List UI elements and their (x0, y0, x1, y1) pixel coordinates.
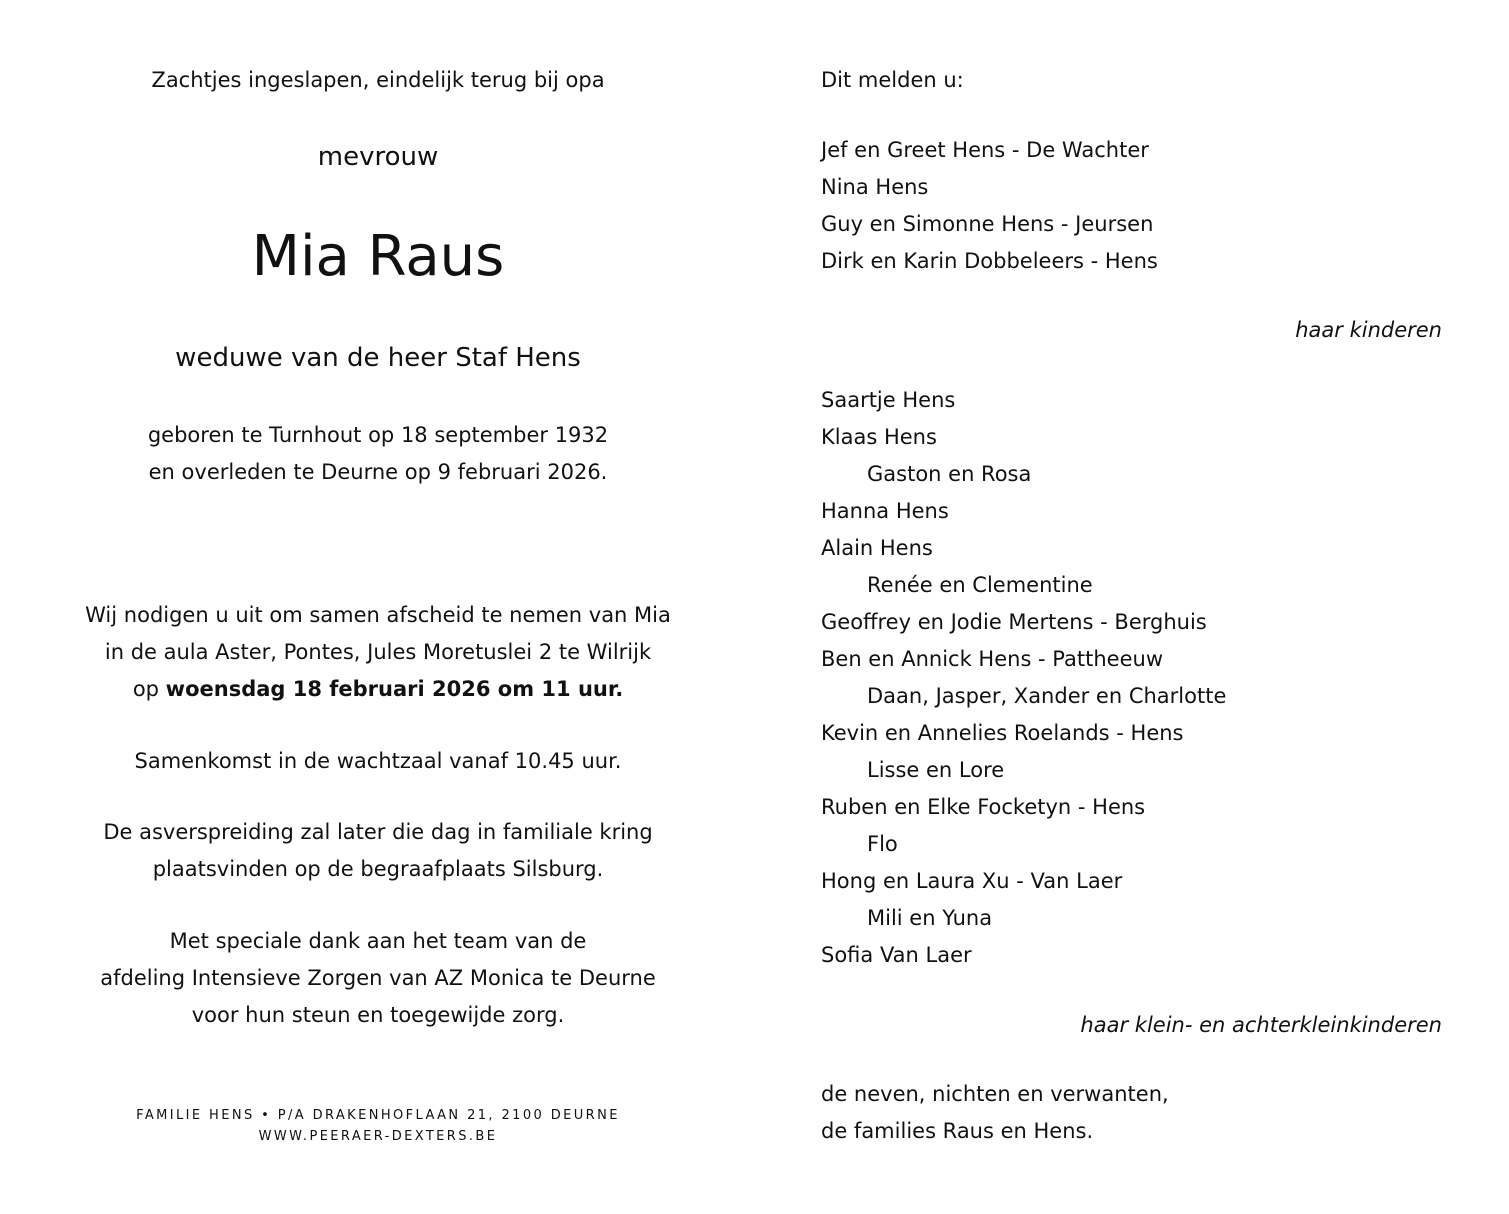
thanks-line-2: afdeling Intensieve Zorgen van AZ Monica te Deurne (100, 966, 656, 990)
list-item: Saartje Hens (821, 388, 956, 412)
footer-address: FAMILIE HENS • P/A DRAKENHOFLAAN 21, 2100 DEURNE (136, 1108, 620, 1123)
relatives-line: de neven, nichten en verwanten, (821, 1082, 1169, 1106)
list-item: Hong en Laura Xu - Van Laer (821, 869, 1123, 893)
ceremony-date: woensdag 18 februari 2026 om 11 uur. (165, 677, 624, 701)
invite-line-1: Wij nodigen u uit om samen afscheid te nemen van Mia (85, 603, 671, 627)
list-item: Flo (867, 832, 898, 856)
invite-line-2: in de aula Aster, Pontes, Jules Moretuslei 2 te Wilrijk (104, 640, 652, 664)
list-item: Gaston en Rosa (867, 462, 1032, 486)
footer-website: WWW.PEERAER-DEXTERS.BE (258, 1129, 498, 1144)
families-line: de families Raus en Hens. (821, 1119, 1094, 1143)
list-item: Guy en Simonne Hens - Jeursen (821, 212, 1154, 236)
list-item: Renée en Clementine (867, 573, 1093, 597)
list-item: Ben en Annick Hens - Pattheeuw (821, 647, 1163, 671)
invite-prefix: op (132, 677, 166, 701)
list-item: Sofia Van Laer (821, 943, 972, 967)
children-label: haar kinderen (1295, 318, 1442, 342)
list-item: Hanna Hens (821, 499, 949, 523)
invite-line-3 (133, 677, 623, 701)
list-item: Geoffrey en Jodie Mertens - Berghuis (821, 610, 1207, 634)
intro-line: Zachtjes ingeslapen, eindelijk terug bij opa (151, 68, 605, 92)
birth-line: geboren te Turnhout op 18 september 1932 (147, 423, 609, 447)
list-item: Lisse en Lore (867, 758, 1005, 782)
list-item: Daan, Jasper, Xander en Charlotte (867, 684, 1227, 708)
list-item: Kevin en Annelies Roelands - Hens (821, 721, 1184, 745)
announce-line: Dit melden u: (821, 68, 964, 92)
ashes-line-1: De asverspreiding zal later die dag in familiale kring (103, 820, 653, 844)
death-line: en overleden te Deurne op 9 februari 2026. (148, 460, 608, 484)
list-item: Ruben en Elke Focketyn - Hens (821, 795, 1146, 819)
list-item: Dirk en Karin Dobbeleers - Hens (821, 249, 1158, 273)
salutation: mevrouw (317, 142, 439, 172)
list-item: Nina Hens (821, 175, 929, 199)
grandchildren-label: haar klein- en achterkleinkinderen (1080, 1013, 1442, 1037)
list-item: Jef en Greet Hens - De Wachter (821, 138, 1149, 162)
widow-of-line: weduwe van de heer Staf Hens (175, 343, 581, 373)
list-item: Alain Hens (821, 536, 933, 560)
list-item: Mili en Yuna (867, 906, 993, 930)
list-item: Klaas Hens (821, 425, 937, 449)
gathering-line: Samenkomst in de wachtzaal vanaf 10.45 uur. (134, 749, 622, 773)
thanks-line-3: voor hun steun en toegewijde zorg. (191, 1003, 565, 1027)
deceased-name: Mia Raus (251, 224, 505, 289)
thanks-line-1: Met speciale dank aan het team van de (169, 929, 587, 953)
ashes-line-2: plaatsvinden op de begraafplaats Silsburg. (152, 857, 604, 881)
